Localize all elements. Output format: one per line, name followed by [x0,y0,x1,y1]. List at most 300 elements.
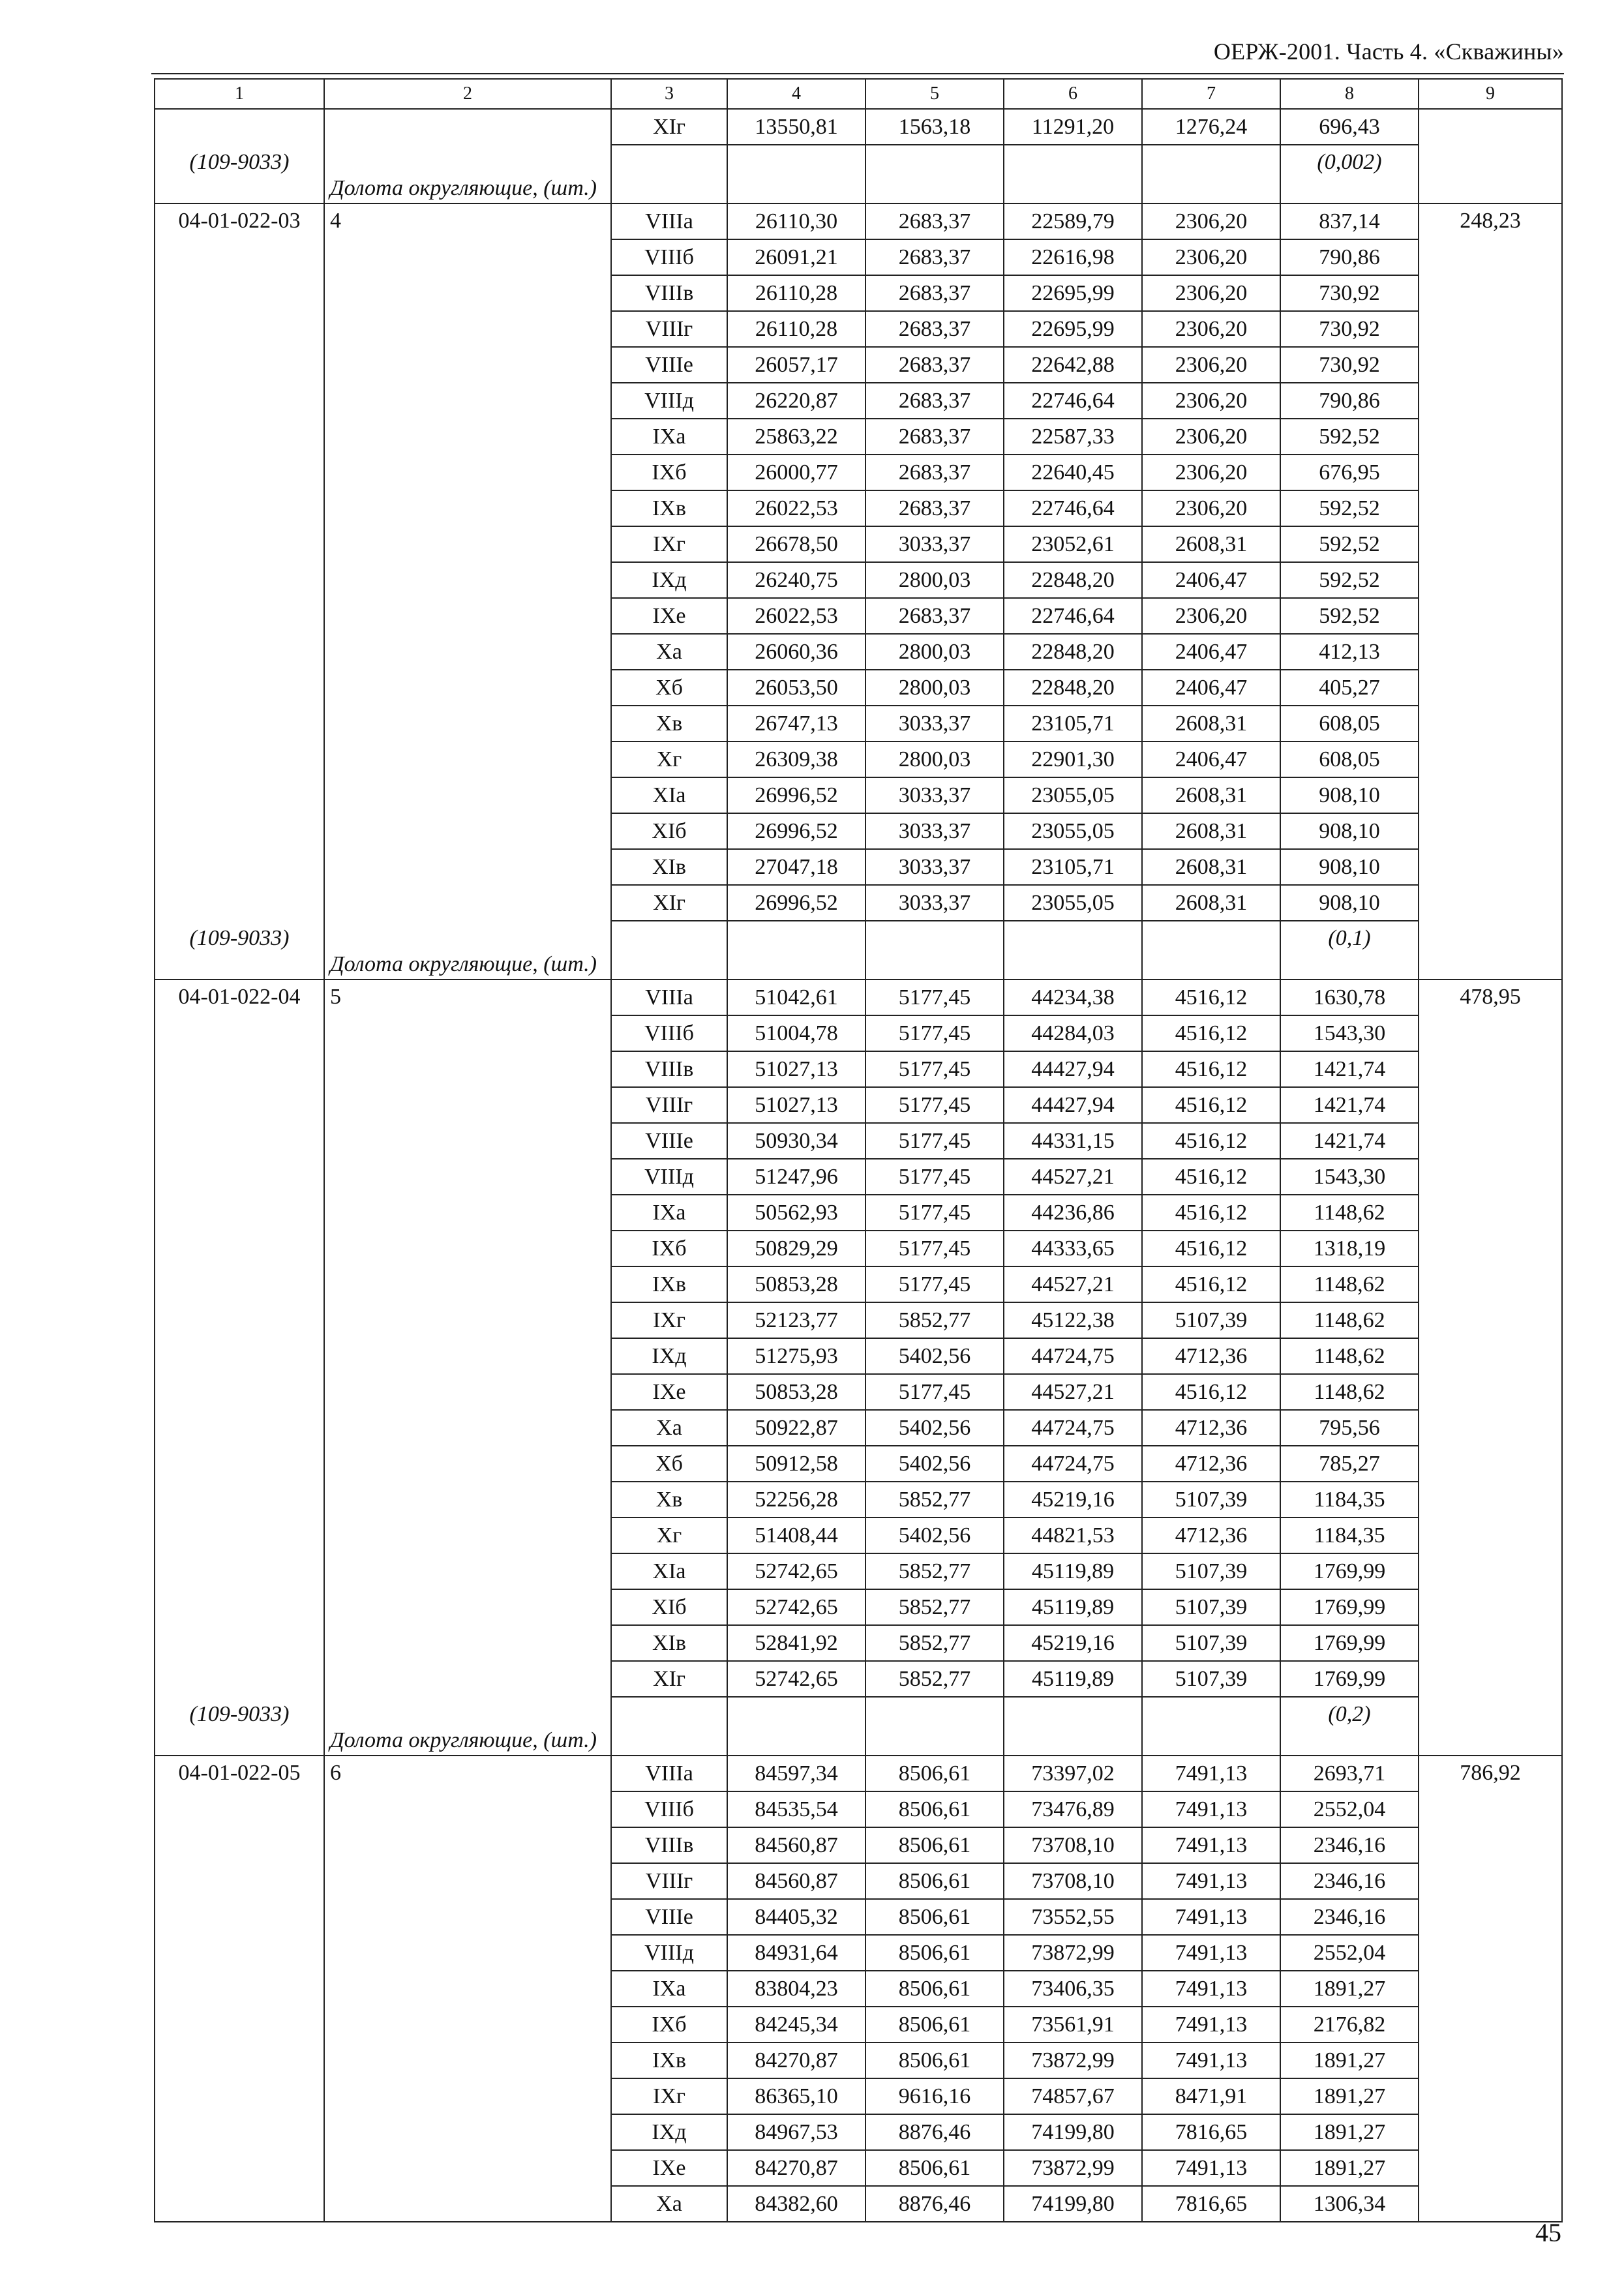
machinist-wage-cell: 2608,31 [1142,849,1280,885]
wage-cell: 5402,56 [865,1338,1004,1374]
description-cell [324,109,611,203]
machinist-wage-cell: 2608,31 [1142,813,1280,849]
material-cost-cell: 785,27 [1280,1446,1419,1482]
total-cost-cell: 84270,87 [727,2150,865,2186]
category-cell: VIIIе [611,347,727,383]
resource-empty-cell [611,1697,727,1756]
machine-cost-cell: 45219,16 [1004,1625,1142,1661]
machinist-wage-cell: 2306,20 [1142,239,1280,275]
table-row [155,980,1562,1015]
machinist-wage-cell: 1276,24 [1142,109,1280,145]
machine-cost-cell: 23055,05 [1004,885,1142,921]
machinist-wage-cell: 4516,12 [1142,1087,1280,1123]
category-cell: Xа [611,1410,727,1446]
category-cell: VIIIа [611,1756,727,1791]
machinist-wage-cell: 7491,13 [1142,1827,1280,1863]
price-table [154,78,1563,2222]
category-cell: IXг [611,2078,727,2114]
wage-cell: 5852,77 [865,1302,1004,1338]
machine-cost-cell: 73406,35 [1004,1971,1142,2007]
category-cell: VIIIе [611,1899,727,1935]
resource-code: (109-9033) [189,926,290,950]
machine-cost-cell: 44427,94 [1004,1051,1142,1087]
machinist-wage-cell: 7491,13 [1142,1756,1280,1791]
wage-cell: 5402,56 [865,1518,1004,1553]
machine-cost-cell: 44234,38 [1004,980,1142,1015]
category-cell: VIIIа [611,980,727,1015]
total-cost-cell: 51042,61 [727,980,865,1015]
category-cell: VIIIд [611,1159,727,1195]
machine-cost-cell: 73708,10 [1004,1827,1142,1863]
wage-cell: 2683,37 [865,203,1004,239]
resource-empty-cell [727,145,865,203]
category-cell: Xв [611,1482,727,1518]
rate-code-cell [155,1756,324,2222]
machinist-wage-cell: 2306,20 [1142,419,1280,455]
total-cost-cell: 26996,52 [727,885,865,921]
material-cost-cell: 1184,35 [1280,1482,1419,1518]
column-header: 4 [727,79,865,109]
machine-cost-cell: 22746,64 [1004,383,1142,419]
wage-cell: 2683,37 [865,490,1004,526]
machinist-wage-cell: 2306,20 [1142,203,1280,239]
total-cost-cell: 26240,75 [727,562,865,598]
category-cell: Xб [611,670,727,706]
column-number-row [155,79,1562,109]
machine-cost-cell: 73872,99 [1004,1935,1142,1971]
machinist-wage-cell: 7491,13 [1142,1971,1280,2007]
total-cost-cell: 26110,30 [727,203,865,239]
machine-cost-cell: 73708,10 [1004,1863,1142,1899]
header-rule [151,73,1564,74]
total-cost-cell: 26996,52 [727,777,865,813]
category-cell: Xа [611,634,727,670]
category-cell: XIг [611,885,727,921]
wage-cell: 5177,45 [865,1015,1004,1051]
description-cell [324,203,611,980]
machinist-wage-cell: 4516,12 [1142,1015,1280,1051]
material-cost-cell: 2552,04 [1280,1791,1419,1827]
total-cost-cell: 13550,81 [727,109,865,145]
column-header: 1 [155,79,324,109]
wage-cell: 8506,61 [865,1791,1004,1827]
category-cell: XIб [611,1589,727,1625]
machinist-wage-cell: 7816,65 [1142,2186,1280,2222]
wage-cell: 2800,03 [865,562,1004,598]
machinist-wage-cell: 2406,47 [1142,634,1280,670]
wage-cell: 5177,45 [865,1051,1004,1087]
total-cost-cell: 84405,32 [727,1899,865,1935]
resource-empty-cell [865,921,1004,980]
machinist-wage-cell: 4516,12 [1142,1374,1280,1410]
machinist-wage-cell: 2306,20 [1142,275,1280,311]
category-cell: VIIIд [611,383,727,419]
material-cost-cell: 2346,16 [1280,1863,1419,1899]
category-cell: XIг [611,1661,727,1697]
wage-cell: 2800,03 [865,634,1004,670]
resource-name: Долота округляющие, (шт.) [330,952,597,976]
column-header: 9 [1419,79,1562,109]
material-cost-cell: 1769,99 [1280,1589,1419,1625]
total-cost-cell: 27047,18 [727,849,865,885]
material-cost-cell: 412,13 [1280,634,1419,670]
wage-cell: 8506,61 [865,1971,1004,2007]
category-cell: VIIIе [611,1123,727,1159]
wage-cell: 8506,61 [865,2042,1004,2078]
category-cell: VIIIв [611,275,727,311]
column-header: 2 [324,79,611,109]
material-cost-cell: 1891,27 [1280,1971,1419,2007]
total-cost-cell: 26091,21 [727,239,865,275]
material-cost-cell: 2346,16 [1280,1899,1419,1935]
machinist-wage-cell: 5107,39 [1142,1553,1280,1589]
machine-cost-cell: 22640,45 [1004,455,1142,490]
wage-cell: 5402,56 [865,1410,1004,1446]
wage-cell: 2683,37 [865,455,1004,490]
category-cell: VIIIв [611,1051,727,1087]
machine-cost-cell: 73552,55 [1004,1899,1142,1935]
material-cost-cell: 1891,27 [1280,2078,1419,2114]
table-row [155,109,1562,145]
machinist-wage-cell: 4712,36 [1142,1410,1280,1446]
machine-cost-cell: 44724,75 [1004,1338,1142,1374]
wage-cell: 5852,77 [865,1661,1004,1697]
machine-cost-cell: 22695,99 [1004,275,1142,311]
machine-cost-cell: 73561,91 [1004,2007,1142,2042]
labor-cost: 248,23 [1460,209,1521,233]
machinist-wage-cell: 2406,47 [1142,562,1280,598]
machine-cost-cell: 74199,80 [1004,2186,1142,2222]
material-cost-cell: 2693,71 [1280,1756,1419,1791]
wage-cell: 5402,56 [865,1446,1004,1482]
machine-cost-cell: 73397,02 [1004,1756,1142,1791]
material-cost-cell: 1769,99 [1280,1661,1419,1697]
total-cost-cell: 52841,92 [727,1625,865,1661]
category-cell: IXв [611,490,727,526]
material-cost-cell: 608,05 [1280,706,1419,741]
machinist-wage-cell: 4516,12 [1142,980,1280,1015]
machinist-wage-cell: 2608,31 [1142,885,1280,921]
machine-cost-cell: 23105,71 [1004,706,1142,741]
wage-cell: 8876,46 [865,2114,1004,2150]
machinist-wage-cell: 2306,20 [1142,455,1280,490]
category-cell: IXд [611,1338,727,1374]
machine-cost-cell: 22587,33 [1004,419,1142,455]
category-cell: XIв [611,1625,727,1661]
wage-cell: 5177,45 [865,980,1004,1015]
machine-cost-cell: 44284,03 [1004,1015,1142,1051]
wage-cell: 3033,37 [865,526,1004,562]
table-row [155,1756,1562,1791]
category-cell: IXв [611,1266,727,1302]
wage-cell: 5177,45 [865,1374,1004,1410]
total-cost-cell: 26000,77 [727,455,865,490]
category-cell: Xг [611,741,727,777]
wage-cell: 2800,03 [865,741,1004,777]
machinist-wage-cell: 2608,31 [1142,706,1280,741]
rate-code: 04-01-022-03 [178,209,301,233]
material-cost-cell: 2346,16 [1280,1827,1419,1863]
wage-cell: 2683,37 [865,383,1004,419]
machine-cost-cell: 23052,61 [1004,526,1142,562]
material-cost-cell: 1769,99 [1280,1553,1419,1589]
machinist-wage-cell: 2306,20 [1142,490,1280,526]
total-cost-cell: 84560,87 [727,1827,865,1863]
labor-cost-cell [1419,980,1562,1756]
machine-cost-cell: 22642,88 [1004,347,1142,383]
material-cost-cell: 908,10 [1280,777,1419,813]
wage-cell: 3033,37 [865,777,1004,813]
price-table-container [154,78,1561,2222]
material-cost-cell: 1630,78 [1280,980,1419,1015]
machinist-wage-cell: 4712,36 [1142,1338,1280,1374]
machinist-wage-cell: 5107,39 [1142,1625,1280,1661]
machine-cost-cell: 22848,20 [1004,670,1142,706]
column-header: 7 [1142,79,1280,109]
total-cost-cell: 51408,44 [727,1518,865,1553]
labor-cost-cell [1419,1756,1562,2222]
category-cell: VIIIд [611,1935,727,1971]
machinist-wage-cell: 4516,12 [1142,1231,1280,1266]
machinist-wage-cell: 2306,20 [1142,383,1280,419]
wage-cell: 2683,37 [865,275,1004,311]
machinist-wage-cell: 5107,39 [1142,1482,1280,1518]
machinist-wage-cell: 2306,20 [1142,598,1280,634]
machine-cost-cell: 22746,64 [1004,490,1142,526]
machine-cost-cell: 45122,38 [1004,1302,1142,1338]
machine-cost-cell: 22746,64 [1004,598,1142,634]
material-cost-cell: 592,52 [1280,598,1419,634]
material-cost-cell: 837,14 [1280,203,1419,239]
material-cost-cell: 405,27 [1280,670,1419,706]
machinist-wage-cell: 4516,12 [1142,1051,1280,1087]
material-cost-cell: 1148,62 [1280,1338,1419,1374]
rate-code: 04-01-022-04 [178,985,301,1009]
material-cost-cell: 608,05 [1280,741,1419,777]
total-cost-cell: 52742,65 [727,1661,865,1697]
category-cell: VIIIг [611,1087,727,1123]
material-cost-cell: 1148,62 [1280,1195,1419,1231]
material-cost-cell: 2552,04 [1280,1935,1419,1971]
category-cell: IXе [611,1374,727,1410]
table-body [155,109,1562,2222]
resource-empty-cell [1142,1697,1280,1756]
category-cell: Xб [611,1446,727,1482]
material-cost-cell: 2176,82 [1280,2007,1419,2042]
material-cost-cell: 676,95 [1280,455,1419,490]
machine-cost-cell: 23105,71 [1004,849,1142,885]
wage-cell: 5177,45 [865,1231,1004,1266]
resource-empty-cell [727,921,865,980]
machinist-wage-cell: 7816,65 [1142,2114,1280,2150]
resource-quantity: (0,002) [1317,150,1382,174]
material-cost-cell: 795,56 [1280,1410,1419,1446]
wage-cell: 9616,16 [865,2078,1004,2114]
material-cost-cell: 1891,27 [1280,2114,1419,2150]
material-cost-cell: 696,43 [1280,109,1419,145]
resource-quantity-cell [1280,1697,1419,1756]
total-cost-cell: 50930,34 [727,1123,865,1159]
category-cell: VIIIа [611,203,727,239]
category-cell: XIа [611,1553,727,1589]
category-cell: IXг [611,1302,727,1338]
wage-cell: 2683,37 [865,311,1004,347]
resource-empty-cell [865,1697,1004,1756]
wage-cell: 5177,45 [865,1087,1004,1123]
total-cost-cell: 26309,38 [727,741,865,777]
wage-cell: 8876,46 [865,2186,1004,2222]
machinist-wage-cell: 2306,20 [1142,347,1280,383]
machine-cost-cell: 44236,86 [1004,1195,1142,1231]
machinist-wage-cell: 2406,47 [1142,670,1280,706]
machine-cost-cell: 23055,05 [1004,813,1142,849]
machinist-wage-cell: 4712,36 [1142,1446,1280,1482]
description-number: 5 [330,985,341,1009]
total-cost-cell: 84597,34 [727,1756,865,1791]
material-cost-cell: 1184,35 [1280,1518,1419,1553]
machinist-wage-cell: 7491,13 [1142,1863,1280,1899]
rate-code-cell [155,980,324,1756]
category-cell: IXб [611,2007,727,2042]
total-cost-cell: 26110,28 [727,311,865,347]
total-cost-cell: 26678,50 [727,526,865,562]
machine-cost-cell: 74857,67 [1004,2078,1142,2114]
resource-empty-cell [1142,145,1280,203]
resource-quantity-cell [1280,145,1419,203]
total-cost-cell: 52123,77 [727,1302,865,1338]
total-cost-cell: 51027,13 [727,1087,865,1123]
machine-cost-cell: 44331,15 [1004,1123,1142,1159]
material-cost-cell: 1306,34 [1280,2186,1419,2222]
total-cost-cell: 86365,10 [727,2078,865,2114]
resource-empty-cell [727,1697,865,1756]
category-cell: XIб [611,813,727,849]
total-cost-cell: 83804,23 [727,1971,865,2007]
machine-cost-cell: 73476,89 [1004,1791,1142,1827]
total-cost-cell: 52742,65 [727,1589,865,1625]
machine-cost-cell: 22589,79 [1004,203,1142,239]
category-cell: XIг [611,109,727,145]
total-cost-cell: 50829,29 [727,1231,865,1266]
wage-cell: 2683,37 [865,419,1004,455]
wage-cell: 8506,61 [865,1899,1004,1935]
total-cost-cell: 51027,13 [727,1051,865,1087]
resource-empty-cell [865,145,1004,203]
total-cost-cell: 84967,53 [727,2114,865,2150]
machinist-wage-cell: 7491,13 [1142,2150,1280,2186]
category-cell: Xв [611,706,727,741]
category-cell: IXг [611,526,727,562]
material-cost-cell: 908,10 [1280,849,1419,885]
material-cost-cell: 730,92 [1280,347,1419,383]
total-cost-cell: 26747,13 [727,706,865,741]
machine-cost-cell: 22695,99 [1004,311,1142,347]
material-cost-cell: 1318,19 [1280,1231,1419,1266]
rate-code: 04-01-022-05 [178,1761,301,1785]
total-cost-cell: 84245,34 [727,2007,865,2042]
total-cost-cell: 52742,65 [727,1553,865,1589]
wage-cell: 2683,37 [865,347,1004,383]
category-cell: XIв [611,849,727,885]
material-cost-cell: 1421,74 [1280,1123,1419,1159]
wage-cell: 8506,61 [865,1756,1004,1791]
wage-cell: 5177,45 [865,1123,1004,1159]
category-cell: IXе [611,598,727,634]
category-cell: IXа [611,419,727,455]
machine-cost-cell: 23055,05 [1004,777,1142,813]
machine-cost-cell: 44724,75 [1004,1410,1142,1446]
page-number: 45 [1535,2218,1561,2247]
labor-cost-cell [1419,109,1562,203]
machinist-wage-cell: 4516,12 [1142,1159,1280,1195]
table-row [155,203,1562,239]
machinist-wage-cell: 7491,13 [1142,1935,1280,1971]
wage-cell: 2683,37 [865,598,1004,634]
material-cost-cell: 1543,30 [1280,1015,1419,1051]
machine-cost-cell: 45119,89 [1004,1589,1142,1625]
machine-cost-cell: 73872,99 [1004,2042,1142,2078]
material-cost-cell: 1891,27 [1280,2150,1419,2186]
total-cost-cell: 84560,87 [727,1863,865,1899]
wage-cell: 3033,37 [865,849,1004,885]
machine-cost-cell: 45119,89 [1004,1553,1142,1589]
resource-name: Долота округляющие, (шт.) [330,1728,597,1752]
total-cost-cell: 25863,22 [727,419,865,455]
resource-quantity-cell [1280,921,1419,980]
machine-cost-cell: 45119,89 [1004,1661,1142,1697]
material-cost-cell: 1769,99 [1280,1625,1419,1661]
machine-cost-cell: 22616,98 [1004,239,1142,275]
wage-cell: 8506,61 [865,2007,1004,2042]
total-cost-cell: 52256,28 [727,1482,865,1518]
wage-cell: 3033,37 [865,706,1004,741]
wage-cell: 5852,77 [865,1553,1004,1589]
total-cost-cell: 84535,54 [727,1791,865,1827]
machine-cost-cell: 44527,21 [1004,1159,1142,1195]
total-cost-cell: 26022,53 [727,598,865,634]
wage-cell: 8506,61 [865,1935,1004,1971]
machinist-wage-cell: 4516,12 [1142,1266,1280,1302]
machinist-wage-cell: 7491,13 [1142,2007,1280,2042]
total-cost-cell: 84931,64 [727,1935,865,1971]
total-cost-cell: 26220,87 [727,383,865,419]
total-cost-cell: 50912,58 [727,1446,865,1482]
category-cell: VIIIб [611,1791,727,1827]
total-cost-cell: 26996,52 [727,813,865,849]
machine-cost-cell: 22848,20 [1004,562,1142,598]
machine-cost-cell: 22901,30 [1004,741,1142,777]
material-cost-cell: 592,52 [1280,419,1419,455]
labor-cost-cell [1419,203,1562,980]
category-cell: IXа [611,1971,727,2007]
wage-cell: 5852,77 [865,1482,1004,1518]
category-cell: IXе [611,2150,727,2186]
category-cell: VIIIв [611,1827,727,1863]
wage-cell: 8506,61 [865,1863,1004,1899]
wage-cell: 5177,45 [865,1266,1004,1302]
machine-cost-cell: 44527,21 [1004,1374,1142,1410]
material-cost-cell: 1148,62 [1280,1266,1419,1302]
rate-code-cell [155,203,324,980]
total-cost-cell: 26053,50 [727,670,865,706]
machine-cost-cell: 45219,16 [1004,1482,1142,1518]
machinist-wage-cell: 2608,31 [1142,526,1280,562]
rate-code-cell [155,109,324,203]
total-cost-cell: 51275,93 [727,1338,865,1374]
machine-cost-cell: 44527,21 [1004,1266,1142,1302]
resource-code: (109-9033) [189,1702,290,1726]
total-cost-cell: 50562,93 [727,1195,865,1231]
